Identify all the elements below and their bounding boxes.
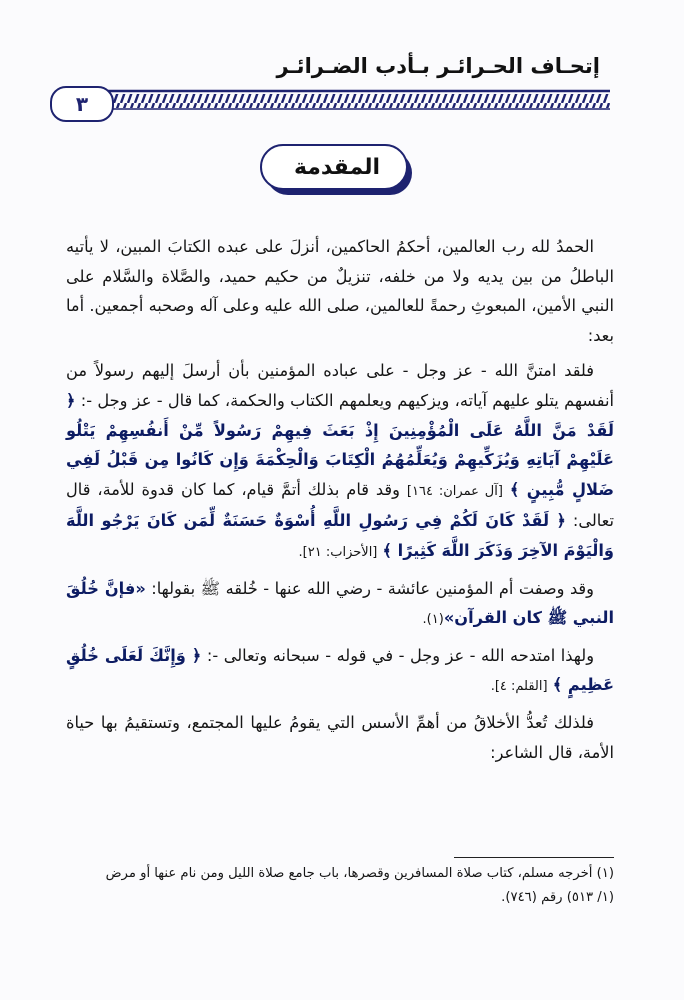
paragraph-intro: ولهذا امتدحه الله - عز وجل - في قوله - سبحانه وتعالى -: bbox=[201, 645, 595, 665]
header-divider bbox=[50, 89, 610, 111]
quran-verse: ﴿ لَقَدْ كَانَ لَكُمْ فِي رَسُولِ اللَّهِ أُسْوَةٌ حَسَنَةٌ لِّمَن كَانَ يَرْجُو اللَّهَ وَالْيَوْمَ الآخِرَ وَذَكَرَ اللَّهَ كَثِيرًا ﴾ bbox=[66, 511, 614, 560]
book-title: إتحـاف الحـرائـر بـأدب الضـرائـر bbox=[276, 54, 600, 78]
paragraph-intro: فلقد امتنَّ الله - عز وجل - على عباده المؤمنين بأن أرسلَ إليهم رسولاً من أنفسهم يتلو عليهم آياته، ويزكيهم ويعلمهم الكتاب والحكمة، كما قال - عز وجل -: bbox=[66, 361, 614, 410]
paragraph-aisha-hadith bbox=[66, 574, 614, 635]
paragraph-intro: وقد وصفت أم المؤمنين عائشة - رضي الله عنها - خُلقه ﷺ بقولها: bbox=[145, 578, 594, 598]
verse-reference: [الأحزاب: ٢١]. bbox=[298, 544, 378, 560]
paragraph-ethics-text: فلذلك تُعدُّ الأخلاقُ من أهمِّ الأسس التي يقومُ عليها المجتمع، وتستقيمُ بها حياة الأمة، قال الشاعر: bbox=[66, 712, 614, 762]
section-title: المقدمة bbox=[293, 155, 381, 180]
footnote-line: (١) أخرجه مسلم، كتاب صلاة المسافرين وقصرها، باب جامع صلاة الليل ومن نام عنها أو مرض bbox=[105, 866, 614, 881]
verse-reference: [آل عمران: ١٦٤] bbox=[406, 483, 503, 499]
verse-reference: [القلم: ٤]. bbox=[490, 679, 548, 695]
paragraph-ethics bbox=[66, 708, 614, 767]
paragraph-prophet-mission bbox=[66, 356, 614, 567]
paragraph-praise-verse bbox=[66, 641, 614, 702]
footnote-divider bbox=[454, 857, 614, 858]
footnote-marker: (١). bbox=[422, 612, 444, 628]
paragraph-praise bbox=[66, 232, 614, 350]
hadith-quote: «فإنَّ خُلُقَ النبي ﷺ كان القرآن» bbox=[66, 578, 614, 628]
footnote-line: (١/ ٥١٣) رقم (٧٤٦). bbox=[501, 890, 614, 905]
paragraph-praise-text: الحمدُ لله رب العالمين، أحكمُ الحاكمين، أنزلَ على عبده الكتابَ المبين، لا يأتيه الباطلُ من بين يديه ولا من خلفه، تنزيلٌ من حكيم حميد، والصَّلاة والسَّلام على النبي الأمين، المبعوثِ رحمةً للعالمين، صلى الله عليه وعلى آله وصحبه أجمعين. أما بعد: bbox=[66, 237, 614, 345]
paragraph-middle: وقد قام بذلك أتمَّ قيام، كما كان قدوة للأمة، قال تعالى: bbox=[66, 479, 614, 531]
footnote bbox=[62, 862, 614, 910]
main-text bbox=[66, 232, 614, 773]
quran-verse: ﴿ لَقَدْ مَنَّ اللَّهُ عَلَى الْمُؤْمِنِينَ إِذْ بَعَثَ فِيهِمْ رَسُولاً مِّنْ أَنفُسِهِمْ يَتْلُو عَلَيْهِمْ آيَاتِهِ وَيُزَكِّيهِمْ وَيُعَلِّمُهُمُ الْكِتَابَ وَالْحِكْمَةَ وَإِن كَانُوا مِن قَبْلُ لَفِي ضَلالٍ مُّبِينٍ ﴾ bbox=[66, 390, 614, 499]
quran-verse: ﴿ وَإِنَّكَ لَعَلَى خُلُقٍ عَظِيمٍ ﴾ bbox=[66, 645, 614, 695]
page-number: ٣ bbox=[50, 86, 114, 122]
